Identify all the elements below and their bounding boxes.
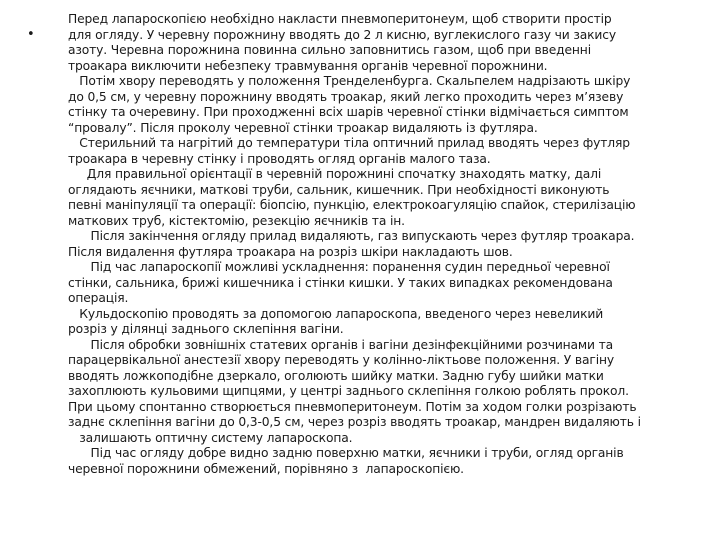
- text-line: розріз у ділянці заднього склепіння вагіни.: [68, 322, 344, 336]
- text-line: Перед лапароскопією необхідно накласти пневмоперитонеум, щоб створити простір: [68, 12, 612, 26]
- text-line: захоплюють кульовими щипцями, у центрі заднього склепіння голкою роблять прокол.: [68, 384, 629, 398]
- text-line: певні маніпуляції та операції: біопсію, пункцію, електрокоагуляцію спайок, стерилізацію: [68, 198, 636, 212]
- text-line: “провалу”. Після проколу черевної стінки троакар видаляють із футляра.: [68, 120, 538, 135]
- text-line: до 0,5 см, у черевну порожнину вводять троакар, який легко проходить через м’язеву: [68, 89, 624, 104]
- text-line: парацервікальної анестезії хвору переводять у колінно-ліктьове положення. У вагіну: [68, 353, 614, 367]
- text-line: Після видалення футляра троакара на розріз шкіри накладають шов.: [68, 244, 513, 259]
- text-line: При цьому спонтанно створюється пневмоперитонеум. Потім за ходом голки розрізають: [68, 399, 637, 414]
- text-line: стінку та очеревину. При проходженні всіх шарів черевної стінки відмічається симптом: [68, 105, 629, 119]
- text-line: Під час лапароскопії можливі ускладнення: поранення судин передньої черевної: [68, 260, 610, 274]
- text-line: Потім хвору переводять у положення Тренделенбурга. Скальпелем надрізають шкіру: [68, 74, 631, 88]
- text-line: Для правильної орієнтації в черевній порожнині спочатку знаходять матку, далі: [68, 167, 602, 181]
- text-line: операція.: [68, 291, 129, 305]
- bullet-marker: •: [27, 27, 35, 42]
- text-line: троакара виключити небезпеку травмування органів черевної порожнини.: [68, 58, 548, 73]
- text-line: Після закінчення огляду прилад видаляють, газ випускають через футляр троакара.: [68, 229, 635, 243]
- text-line: стінки, сальника, брижі кишечника і стінки кишки. У таких випадках рекомендована: [68, 275, 613, 290]
- text-line: черевної порожнини обмежений, порівняно з лапароскопією.: [68, 461, 464, 476]
- text-line: залишають оптичну систему лапароскопа.: [68, 430, 353, 445]
- text-line: для огляду. У черевну порожнину вводять до 2 л кисню, вуглекислого газу чи закису: [68, 27, 617, 42]
- text-line: маткових труб, кістектомію, резекцію яєчників та ін.: [68, 213, 405, 228]
- text-line: Кульдоскопію проводять за допомогою лапароскопа, введеного через невеликий: [68, 306, 604, 321]
- text-line: Під час огляду добре видно задню поверхню матки, яєчники і труби, огляд органів: [68, 446, 624, 460]
- text-line: вводять ложкоподібне дзеркало, оголюють шийку матки. Задню губу шийки матки: [68, 368, 604, 383]
- text-line: оглядають яєчники, маткові труби, сальник, кишечник. При необхідності виконують: [68, 182, 610, 197]
- text-line: азоту. Черевна порожнина повинна сильно заповнитись газом, щоб при введенні: [68, 43, 591, 57]
- text-body: [68, 12, 708, 477]
- text-line: троакара в черевну стінку і проводять огляд органів малого таза.: [68, 151, 491, 166]
- text-line: Стерильний та нагрітий до температури тіла оптичний прилад вводять через футляр: [68, 136, 630, 150]
- text-line: Після обробки зовнішніх статевих органів і вагіни дезінфекційними розчинами та: [68, 337, 614, 352]
- text-line: заднє склепіння вагіни до 0,3-0,5 см, через розріз вводять троакар, мандрен видаляють і: [68, 415, 641, 429]
